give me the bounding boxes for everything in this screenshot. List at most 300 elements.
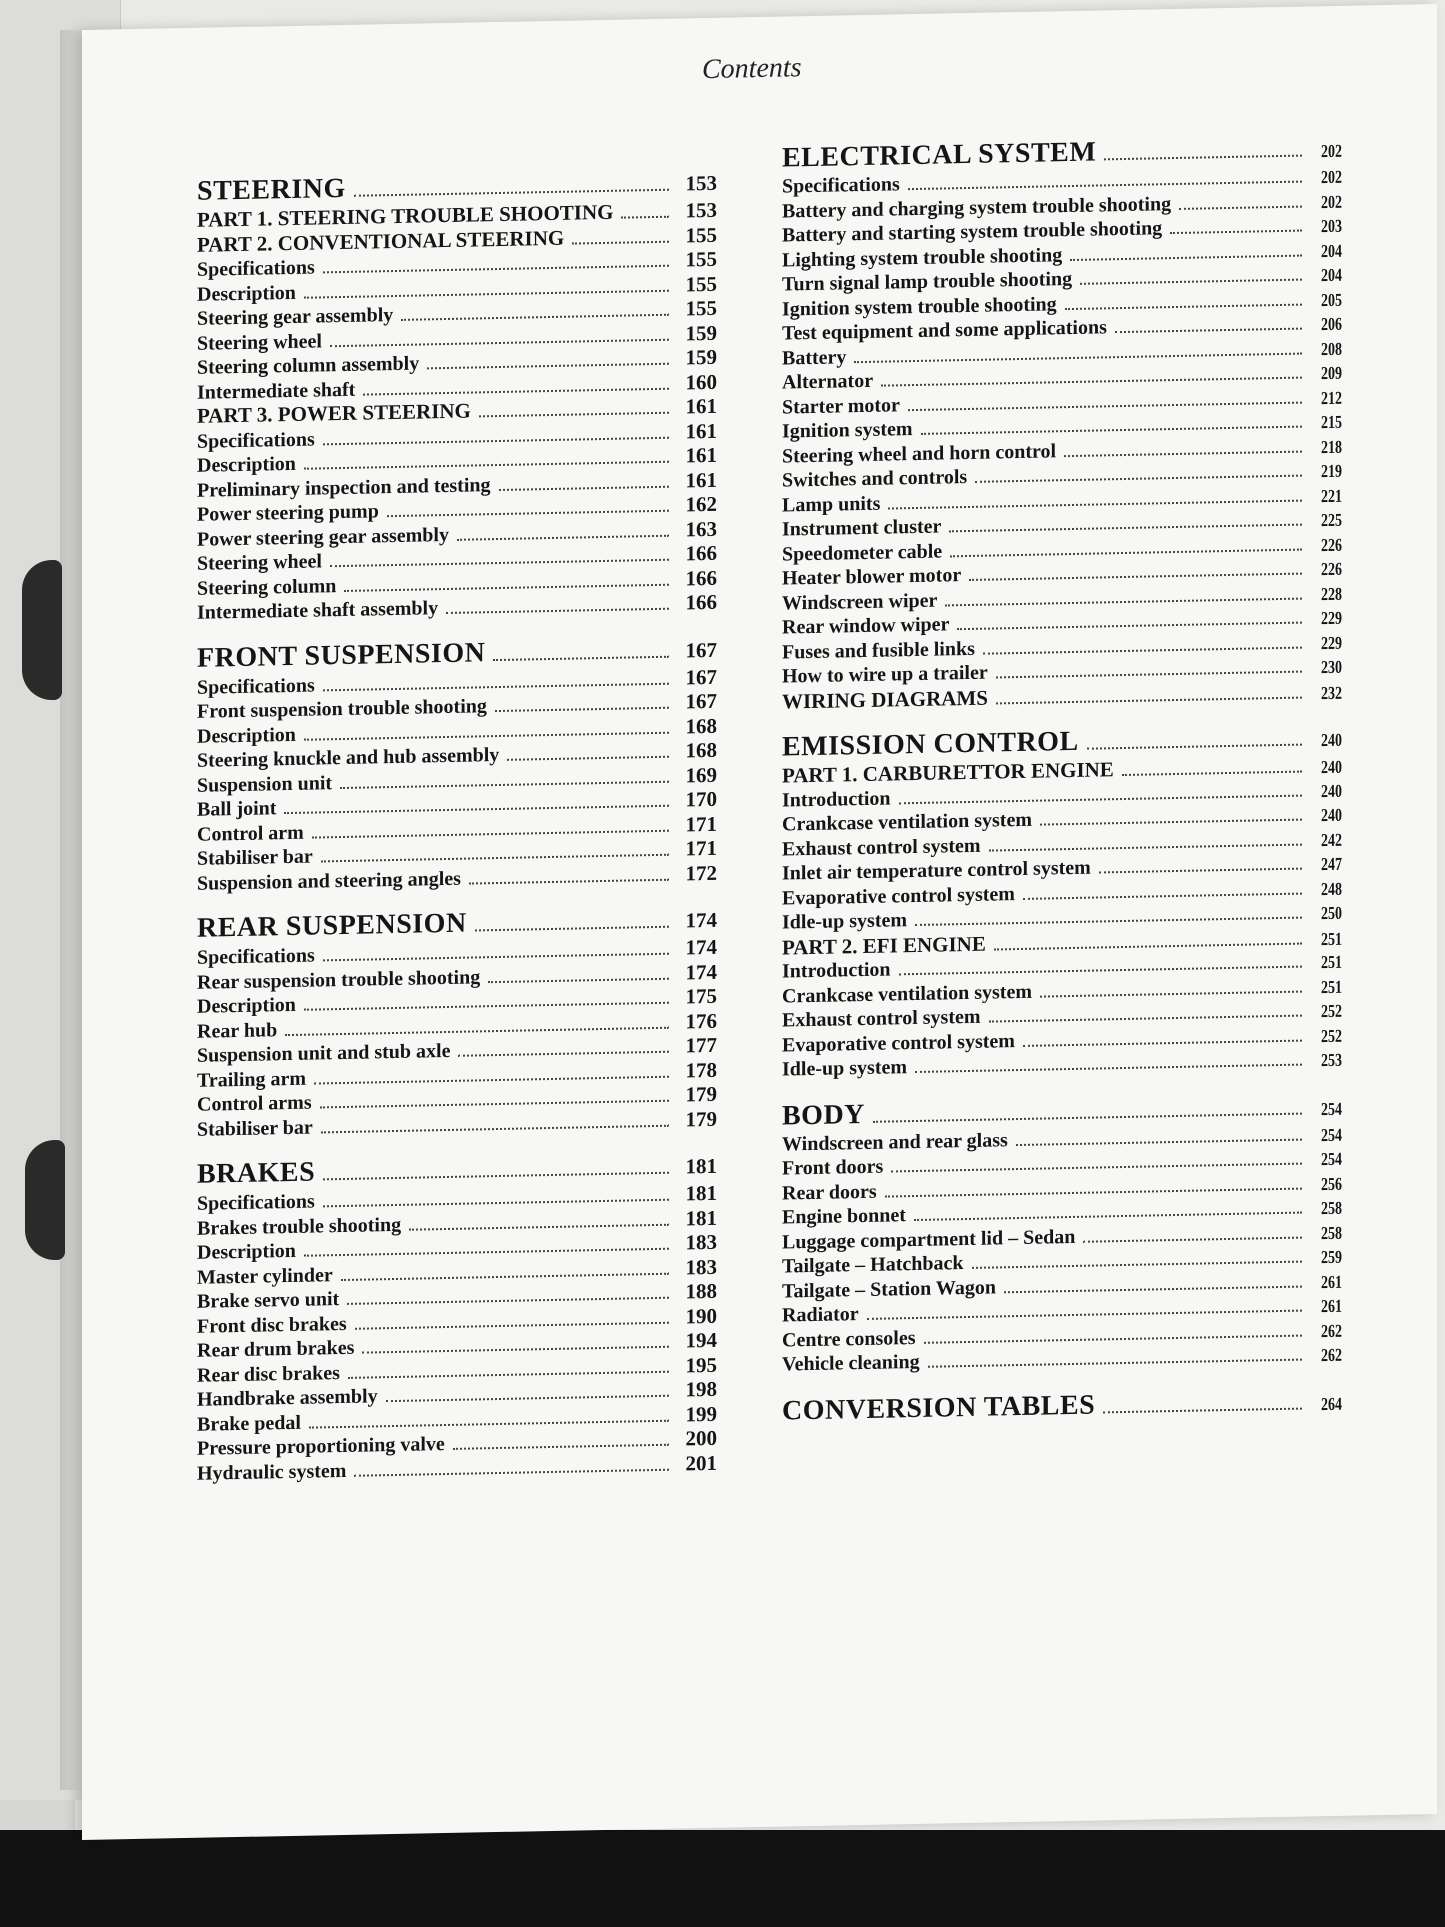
page-number: 264 <box>1321 1394 1342 1415</box>
entry-title: Lamp units <box>782 492 881 517</box>
page-number: 254 <box>1321 1125 1342 1146</box>
contents-section <box>782 1089 1342 1377</box>
dot-leader <box>341 1272 669 1280</box>
entry-title: Battery and starting system trouble shooting <box>782 217 1163 247</box>
page-number: 171 <box>685 811 717 836</box>
contents-column-right <box>782 132 1342 1445</box>
dot-leader <box>330 559 669 568</box>
dot-leader <box>924 1334 1303 1343</box>
entry-title: Power steering pump <box>197 500 379 526</box>
dot-leader <box>458 1051 669 1057</box>
entry-title: Specifications <box>782 173 900 198</box>
page-number: 219 <box>1321 462 1342 483</box>
dot-leader <box>457 534 669 540</box>
page-number: 262 <box>1321 1346 1342 1367</box>
page-number: 208 <box>1321 339 1342 360</box>
entry-title: Engine bonnet <box>782 1204 906 1229</box>
dot-leader <box>1070 254 1302 260</box>
entry-title: Heater blower motor <box>782 564 962 590</box>
page-number: 229 <box>1321 609 1342 630</box>
page-number: 183 <box>685 1229 717 1255</box>
page-number: 163 <box>685 516 717 541</box>
page-number: 177 <box>685 1032 717 1058</box>
page-number: 167 <box>685 664 717 689</box>
entry-title: Tailgate – Hatchback <box>782 1252 964 1278</box>
dot-leader <box>479 412 669 418</box>
dot-leader <box>1040 990 1302 997</box>
entry-title: Inlet air temperature control system <box>782 856 1091 885</box>
dot-leader <box>386 1395 669 1402</box>
entry-title: PART 2. CONVENTIONAL STEERING <box>197 225 565 257</box>
dot-leader <box>921 426 1302 435</box>
page-number: 240 <box>1321 781 1342 802</box>
entry-title: Description <box>197 281 296 306</box>
dot-leader <box>975 475 1302 483</box>
page-number: 254 <box>1321 1099 1342 1120</box>
entry-title: Pressure proportioning valve <box>197 1433 445 1460</box>
page-number: 183 <box>685 1254 717 1279</box>
entry-title: PART 1. STEERING TROUBLE SHOOTING <box>197 199 614 232</box>
page-number: 250 <box>1321 904 1342 925</box>
contents-section <box>197 632 717 894</box>
page-number: 160 <box>685 369 717 394</box>
entry-title: Exhaust control system <box>782 1005 981 1032</box>
entry-title: EMISSION CONTROL <box>782 725 1079 763</box>
page-number: 229 <box>1321 633 1342 654</box>
dot-leader <box>488 977 669 982</box>
entry-title: ELECTRICAL SYSTEM <box>782 136 1097 174</box>
page-number: 221 <box>1321 486 1342 507</box>
entry-title: Preliminary inspection and testing <box>197 473 491 502</box>
dot-leader <box>1087 744 1302 750</box>
page-number: 159 <box>685 344 717 370</box>
entry-title: Power steering gear assembly <box>197 523 449 551</box>
page-number: 225 <box>1321 511 1342 532</box>
entry-title: Idle-up system <box>782 909 908 934</box>
page-number: 258 <box>1321 1223 1342 1244</box>
dot-leader <box>320 1100 669 1109</box>
contents-section <box>197 166 717 624</box>
page-number: 161 <box>685 442 717 468</box>
dot-leader <box>427 363 669 370</box>
page-number: 166 <box>685 540 717 566</box>
car-illustration-bottom <box>25 1140 65 1260</box>
page-number: 252 <box>1321 1026 1342 1047</box>
entry-title: Rear drum brakes <box>197 1336 355 1362</box>
dot-leader <box>915 917 1302 926</box>
page-number: 155 <box>685 271 717 296</box>
dot-leader <box>499 485 669 490</box>
dot-leader <box>469 878 669 884</box>
contents-column-left <box>197 166 717 1503</box>
page-number: 251 <box>1321 929 1342 950</box>
dot-leader <box>387 510 669 517</box>
page-number: 166 <box>685 565 717 590</box>
page-number: 248 <box>1321 879 1342 900</box>
dot-leader <box>915 1064 1302 1073</box>
dot-leader <box>314 1075 669 1084</box>
page-number: 242 <box>1321 830 1342 851</box>
dot-leader <box>344 583 669 591</box>
dot-leader <box>363 387 669 395</box>
dot-leader <box>493 655 669 660</box>
page-number: 181 <box>685 1205 717 1230</box>
entry-title: REAR SUSPENSION <box>197 907 467 944</box>
page-number: 155 <box>685 246 717 272</box>
entry-title: Rear hub <box>197 1018 278 1043</box>
dot-leader <box>1016 1138 1302 1145</box>
page-number: 247 <box>1321 855 1342 876</box>
entry-title: Evaporative control system <box>782 882 1015 910</box>
page-number: 159 <box>685 320 717 345</box>
entry-title: Steering column assembly <box>197 352 420 379</box>
contents-section <box>197 1149 717 1485</box>
page-number: 155 <box>685 295 717 321</box>
dot-leader <box>983 646 1302 654</box>
dot-leader <box>899 966 1302 976</box>
entry-title: FRONT SUSPENSION <box>197 636 486 674</box>
page-number: 259 <box>1321 1248 1342 1269</box>
dot-leader <box>354 1468 669 1476</box>
dot-leader <box>330 338 669 347</box>
entry-title: Intermediate shaft <box>197 378 356 404</box>
entry-title: Suspension unit <box>197 771 333 797</box>
entry-title: Windscreen and rear glass <box>782 1128 1008 1156</box>
dot-leader <box>1103 1407 1302 1413</box>
dot-leader <box>914 1212 1302 1221</box>
dot-leader <box>1080 279 1302 285</box>
entry-title: Speedometer cable <box>782 539 943 566</box>
entry-title: Steering knuckle and hub assembly <box>197 743 500 772</box>
page-number: 215 <box>1321 413 1342 434</box>
dot-leader <box>989 843 1302 851</box>
dot-leader <box>1179 205 1302 209</box>
dot-leader <box>401 314 669 321</box>
contents-section <box>782 721 1342 1082</box>
entry-title: Front doors <box>782 1155 884 1180</box>
dot-leader <box>1023 892 1302 899</box>
page-number: 252 <box>1321 1002 1342 1023</box>
dot-leader <box>1104 155 1302 161</box>
entry-title: Steering column <box>197 574 337 600</box>
entry-title: Introduction <box>782 786 891 812</box>
page-number: 181 <box>685 1180 717 1206</box>
entry-title: Battery <box>782 345 847 370</box>
page-number: 240 <box>1321 731 1342 752</box>
page-number: 171 <box>685 835 717 861</box>
page-number: 251 <box>1321 953 1342 974</box>
entry-title: Ignition system trouble shooting <box>782 292 1057 321</box>
entry-title: Starter motor <box>782 393 900 419</box>
page-number: 175 <box>685 983 717 1009</box>
contents-section <box>782 132 1342 714</box>
page-number: 232 <box>1321 683 1342 704</box>
car-illustration-top <box>22 560 62 700</box>
page-number: 201 <box>685 1450 717 1475</box>
dot-leader <box>323 1172 669 1181</box>
page-number: 174 <box>685 907 717 933</box>
dot-leader <box>891 1163 1302 1173</box>
dot-leader <box>1064 450 1302 457</box>
dot-leader <box>888 499 1302 509</box>
entry-title: STEERING <box>197 172 346 207</box>
page-number: 179 <box>685 1106 717 1131</box>
entry-title: Control arm <box>197 821 304 846</box>
entry-title: Steering wheel <box>197 329 322 355</box>
page-number: 168 <box>685 713 717 738</box>
dot-leader <box>621 216 669 219</box>
dot-leader <box>355 1321 669 1329</box>
contents-page <box>82 4 1437 1840</box>
page-number: 204 <box>1321 266 1342 287</box>
entry-title: Specifications <box>197 428 315 453</box>
dot-leader <box>989 1015 1302 1023</box>
entry-title: Crankcase ventilation system <box>782 980 1032 1008</box>
dot-leader <box>881 377 1302 387</box>
page-number: 218 <box>1321 437 1342 458</box>
page-number: 202 <box>1321 142 1342 163</box>
dot-leader <box>507 756 669 761</box>
entry-title: Lighting system trouble shooting <box>782 243 1063 272</box>
entry-title: Handbrake assembly <box>197 1385 378 1411</box>
page-number: 230 <box>1321 658 1342 679</box>
entry-title: Steering gear assembly <box>197 304 394 330</box>
page-number: 153 <box>685 170 717 196</box>
page-number: 261 <box>1321 1297 1342 1318</box>
dot-leader <box>1122 771 1302 776</box>
dot-leader <box>950 548 1302 557</box>
dot-leader <box>1065 303 1302 310</box>
dot-leader <box>1040 819 1302 826</box>
page-number: 253 <box>1321 1051 1342 1072</box>
entry-title: BRAKES <box>197 1156 316 1190</box>
page-number: 174 <box>685 959 717 984</box>
entry-title: Crankcase ventilation system <box>782 808 1032 836</box>
page-number: 190 <box>685 1303 717 1328</box>
dot-leader <box>873 1112 1302 1122</box>
page-number: 228 <box>1321 584 1342 605</box>
entry-title: Description <box>197 993 296 1018</box>
page-number: 176 <box>685 1008 717 1033</box>
dot-leader <box>323 1199 669 1208</box>
entry-title: Rear doors <box>782 1180 877 1205</box>
page-number: 254 <box>1321 1150 1342 1171</box>
page-number: 198 <box>685 1376 717 1402</box>
entry-title: Windscreen wiper <box>782 589 938 615</box>
entry-title: Front suspension trouble shooting <box>197 695 487 723</box>
entry-title: BODY <box>782 1098 865 1132</box>
page-number: 179 <box>685 1081 717 1107</box>
contents-section <box>782 1384 1342 1427</box>
page-number: 251 <box>1321 977 1342 998</box>
entry-title: Steering wheel <box>197 550 322 575</box>
dot-leader <box>323 436 669 445</box>
entry-title: Rear suspension trouble shooting <box>197 965 481 994</box>
entry-title: Specifications <box>197 944 315 969</box>
entry-title: Suspension unit and stub axle <box>197 1039 451 1067</box>
entry-title: Specifications <box>197 1190 315 1215</box>
dot-leader <box>1083 1236 1302 1242</box>
entry-title: Idle-up system <box>782 1056 908 1081</box>
entry-title: Ball joint <box>197 797 277 821</box>
entry-title: How to wire up a trailer <box>782 661 988 688</box>
entry-title: Evaporative control system <box>782 1029 1015 1057</box>
entry-title: WIRING DIAGRAMS <box>782 685 988 714</box>
entry-title: Ignition system <box>782 418 913 443</box>
page-number: 188 <box>685 1278 717 1304</box>
page-number: 261 <box>1321 1272 1342 1293</box>
page-number: 202 <box>1321 168 1342 189</box>
page-number: 199 <box>685 1401 717 1426</box>
dot-leader <box>495 707 669 712</box>
page-number: 206 <box>1321 315 1342 336</box>
dot-leader <box>446 608 669 614</box>
entry-title: Centre consoles <box>782 1326 916 1352</box>
page-number: 170 <box>685 786 717 812</box>
entry-title: Control arms <box>197 1091 312 1116</box>
page-number: 212 <box>1321 388 1342 409</box>
entry-title: Rear disc brakes <box>197 1361 340 1387</box>
entry-title: Front disc brakes <box>197 1312 347 1338</box>
page-number: 169 <box>685 762 717 787</box>
dot-leader <box>908 401 1302 411</box>
entry-title: Turn signal lamp trouble shooting <box>782 267 1073 296</box>
page-number: 162 <box>685 491 717 517</box>
page-number: 194 <box>685 1327 717 1353</box>
page-number: 203 <box>1321 217 1342 238</box>
dot-leader <box>996 671 1302 679</box>
page-number: 178 <box>685 1057 717 1082</box>
dot-leader <box>321 854 669 863</box>
entry-title: Rear window wiper <box>782 613 950 639</box>
dot-leader <box>899 794 1302 804</box>
entry-title: Suspension and steering angles <box>197 867 461 895</box>
page-number: 262 <box>1321 1321 1342 1342</box>
dot-leader <box>475 926 669 932</box>
dot-leader <box>945 597 1302 606</box>
dot-leader <box>996 696 1302 704</box>
dot-leader <box>928 1359 1302 1368</box>
dot-leader <box>362 1346 669 1354</box>
dot-leader <box>348 1370 669 1378</box>
entry-title: Battery and charging system trouble shooting <box>782 192 1172 223</box>
entry-title: Alternator <box>782 369 874 394</box>
entry-title: Radiator <box>782 1303 859 1327</box>
dot-leader <box>323 682 669 691</box>
page-number: 226 <box>1321 560 1342 581</box>
page-number: 161 <box>685 467 717 492</box>
entry-title: CONVERSION TABLES <box>782 1389 1096 1427</box>
entry-title: Fuses and fusible links <box>782 637 975 664</box>
entry-title: Switches and controls <box>782 466 968 492</box>
page-number: 202 <box>1321 192 1342 213</box>
dot-leader <box>453 1444 669 1450</box>
page-number: 161 <box>685 393 717 419</box>
entry-title: Stabiliser bar <box>197 845 313 870</box>
entry-title: Brakes trouble shooting <box>197 1213 402 1240</box>
dot-leader <box>957 622 1302 631</box>
entry-title: Specifications <box>197 256 315 281</box>
dot-leader <box>885 1187 1302 1197</box>
entry-title: Trailing arm <box>197 1067 307 1092</box>
page-number: 240 <box>1321 758 1342 779</box>
entry-title: Brake servo unit <box>197 1288 340 1313</box>
dot-leader <box>572 240 669 244</box>
entry-title: Test equipment and some applications <box>782 316 1107 345</box>
dot-leader <box>1099 868 1302 874</box>
dot-leader <box>1115 328 1302 334</box>
entry-title: Vehicle cleaning <box>782 1350 920 1376</box>
entry-title: PART 1. CARBURETTOR ENGINE <box>782 757 1114 788</box>
dot-leader <box>969 573 1302 581</box>
entry-title: Intermediate shaft assembly <box>197 597 439 624</box>
page-number: 181 <box>685 1153 717 1179</box>
page-number: 172 <box>685 860 717 885</box>
page-number: 195 <box>685 1352 717 1377</box>
page-number: 258 <box>1321 1199 1342 1220</box>
entry-title: Instrument cluster <box>782 515 942 541</box>
page-header-title: Contents <box>702 52 802 86</box>
page-number: 256 <box>1321 1174 1342 1195</box>
bottom-dark-surface <box>0 1830 1445 1927</box>
dot-leader <box>321 1124 669 1133</box>
page-number: 153 <box>685 197 717 223</box>
entry-title: Description <box>197 723 296 748</box>
dot-leader <box>949 524 1302 533</box>
page-number: 200 <box>685 1425 717 1451</box>
page-number: 209 <box>1321 364 1342 385</box>
page-number: 155 <box>685 222 717 247</box>
dot-leader <box>323 953 669 962</box>
page-number: 174 <box>685 934 717 960</box>
dot-leader <box>1023 1039 1302 1046</box>
entry-title: Specifications <box>197 674 315 699</box>
entry-title: Steering wheel and horn control <box>782 439 1057 468</box>
entry-title: Tailgate – Station Wagon <box>782 1275 996 1303</box>
contents-section <box>197 903 717 1141</box>
entry-title: Master cylinder <box>197 1263 333 1289</box>
dot-leader <box>354 189 669 197</box>
page-number: 167 <box>685 688 717 714</box>
entry-title: Introduction <box>782 958 891 983</box>
dot-leader <box>994 942 1302 950</box>
entry-title: Luggage compartment lid – Sedan <box>782 1225 1076 1254</box>
entry-title: Description <box>197 1239 296 1264</box>
page-number: 204 <box>1321 241 1342 262</box>
dot-leader <box>340 780 669 788</box>
entry-title: Stabiliser bar <box>197 1116 313 1141</box>
page-number: 166 <box>685 589 717 615</box>
entry-title: Hydraulic system <box>197 1459 347 1485</box>
section-heading-row[interactable] <box>782 1384 1342 1427</box>
dot-leader <box>972 1261 1303 1269</box>
dot-leader <box>347 1297 669 1305</box>
page-number: 168 <box>685 737 717 763</box>
page-number: 167 <box>685 637 717 662</box>
page-number: 161 <box>685 418 717 443</box>
dot-leader <box>908 181 1302 191</box>
page-number: 226 <box>1321 535 1342 556</box>
page-number: 240 <box>1321 806 1342 827</box>
dot-leader <box>409 1223 669 1230</box>
entry-title: Exhaust control system <box>782 834 981 861</box>
dot-leader <box>323 265 669 274</box>
entry-title: PART 3. POWER STEERING <box>197 398 471 428</box>
page-number: 205 <box>1321 290 1342 311</box>
dot-leader <box>1170 230 1302 235</box>
dot-leader <box>1004 1285 1302 1293</box>
entry-title: Description <box>197 452 296 477</box>
